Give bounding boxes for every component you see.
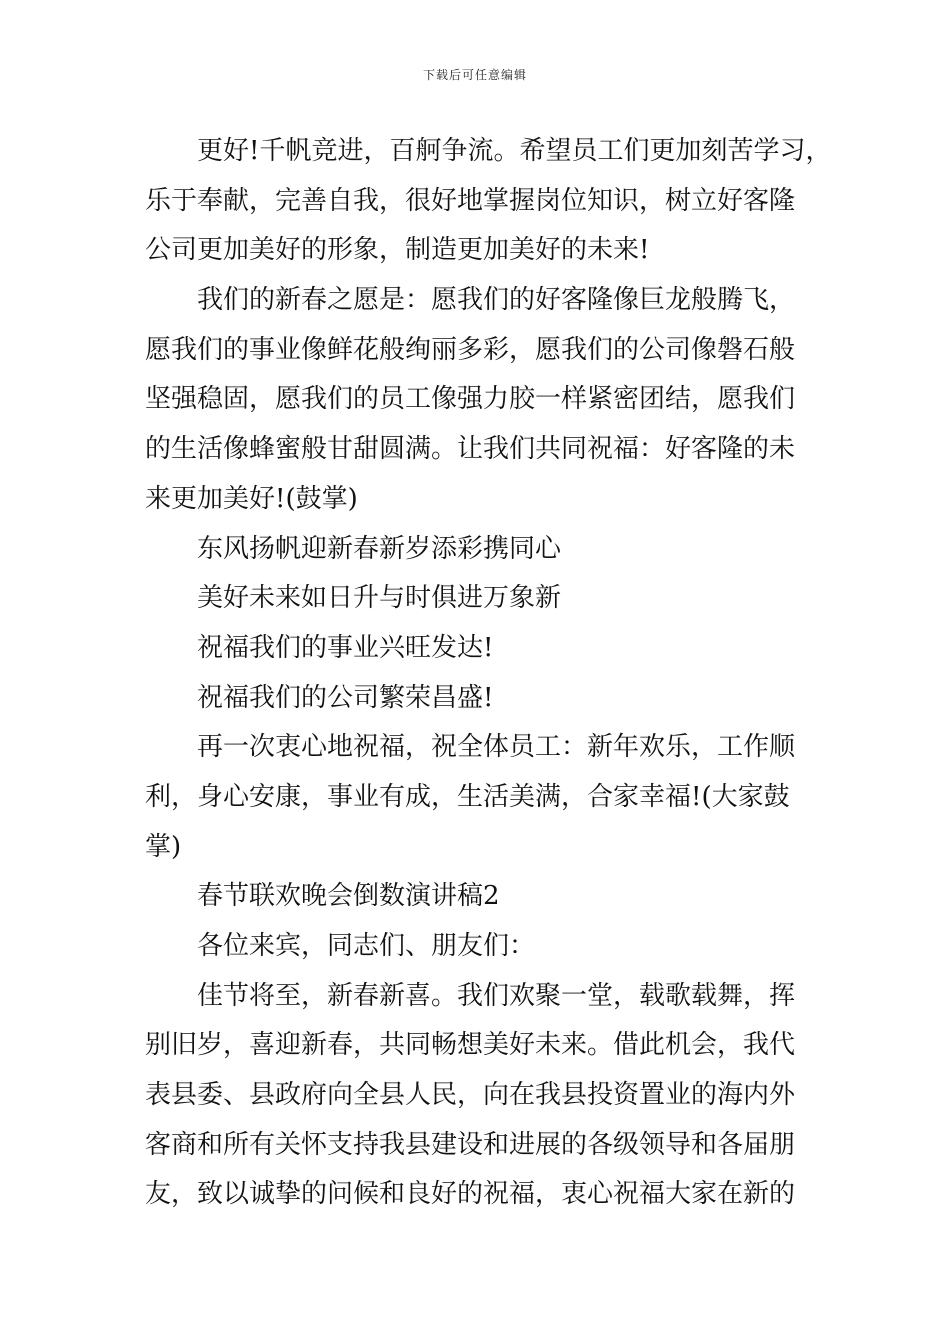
text-line: 掌) — [145, 831, 182, 862]
document-body — [145, 127, 832, 1220]
text-line: 公司更加美好的形象，制造更加美好的未来! — [145, 235, 650, 266]
text-line: 来更加美好!(鼓掌) — [145, 483, 358, 514]
page-header-note: 下载后可任意编辑 — [422, 68, 527, 82]
text-line: 我们的新春之愿是：愿我们的好客隆像巨龙般腾飞， — [197, 285, 796, 316]
text-line: 利，身心安康，事业有成，生活美满，合家幸福!(大家鼓 — [145, 781, 790, 812]
text-line: 春节联欢晚会倒数演讲稿2 — [197, 881, 500, 912]
text-line: 友，致以诚挚的问候和良好的祝福，衷心祝福大家在新的 — [145, 1179, 796, 1210]
text-line: 表县委、县政府向全县人民，向在我县投资置业的海内外 — [145, 1080, 796, 1111]
text-line: 坚强稳固，愿我们的员工像强力胶一样紧密团结，愿我们 — [145, 384, 796, 415]
text-line: 客商和所有关怀支持我县建设和进展的各级领导和各届朋 — [145, 1129, 796, 1160]
text-line: 再一次衷心地祝福，祝全体员工：新年欢乐，工作顺 — [197, 732, 796, 763]
text-line: 更好!千帆竞进，百舸争流。希望员工们更加刻苦学习， — [197, 136, 832, 166]
text-line: 美好未来如日升与时俱进万象新 — [197, 583, 562, 614]
text-line: 佳节将至，新春新喜。我们欢聚一堂，载歌载舞，挥 — [197, 980, 796, 1011]
text-line: 的生活像蜂蜜般甘甜圆满。让我们共同祝福：好客隆的未 — [145, 434, 796, 465]
text-lines — [145, 127, 832, 1220]
text-line: 别旧岁，喜迎新春，共同畅想美好未来。借此机会，我代 — [145, 1030, 796, 1061]
text-line: 东风扬帆迎新春新岁添彩携同心 — [197, 533, 562, 564]
text-line: 祝福我们的公司繁荣昌盛! — [197, 682, 494, 713]
text-line: 各位来宾，同志们、朋友们： — [197, 931, 536, 961]
text-line: 祝福我们的事业兴旺发达! — [197, 632, 494, 663]
text-line: 愿我们的事业像鲜花般绚丽多彩，愿我们的公司像磐石般 — [145, 334, 796, 365]
text-line: 乐于奉献，完善自我，很好地掌握岗位知识，树立好客隆 — [145, 185, 796, 216]
